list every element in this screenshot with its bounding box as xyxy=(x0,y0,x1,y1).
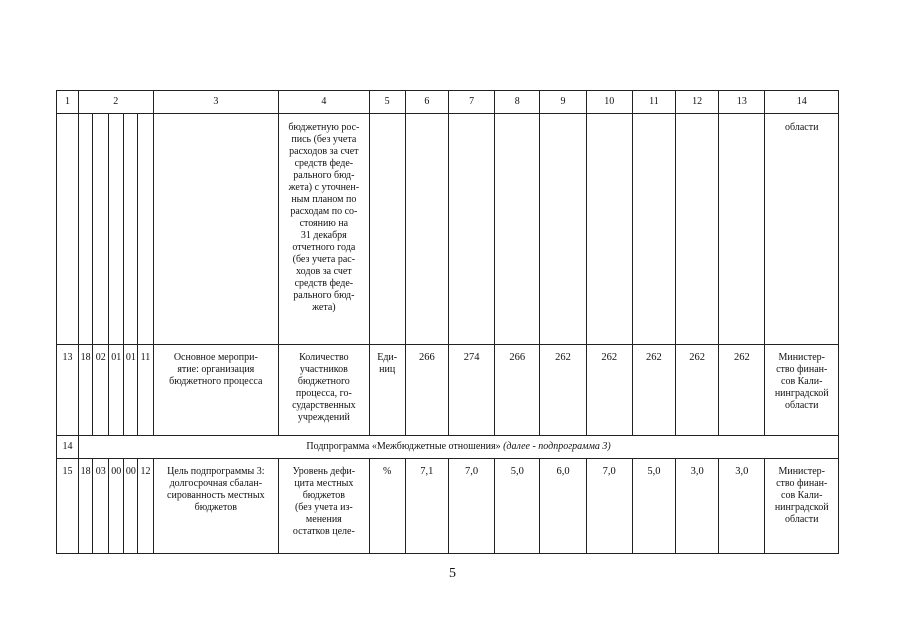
cell-empty xyxy=(676,114,719,345)
cell-empty xyxy=(138,114,153,345)
code-cell: 11 xyxy=(138,345,153,436)
header-col-8: 8 xyxy=(495,91,540,114)
header-col-4: 4 xyxy=(279,91,369,114)
header-col-10: 10 xyxy=(586,91,632,114)
cell-empty xyxy=(369,114,405,345)
code-cell: 02 xyxy=(93,345,109,436)
value-cell: 262 xyxy=(586,345,632,436)
subprogram-title xyxy=(79,436,839,459)
value-cell: 266 xyxy=(405,345,448,436)
value-cell: 3,0 xyxy=(676,459,719,554)
value-cell: 274 xyxy=(448,345,494,436)
indicator-name xyxy=(279,459,369,554)
responsible-continuation: области xyxy=(765,114,839,345)
unit-cell xyxy=(369,345,405,436)
table-row xyxy=(57,459,839,554)
unit-cell: % xyxy=(369,459,405,554)
responsible-text: Министер- ство финан- сов Кали- нинградской области xyxy=(774,466,829,525)
value-cell: 262 xyxy=(540,345,586,436)
value-cell: 262 xyxy=(676,345,719,436)
activity-name-text: Основное меропри- ятие: организация бюджетного процесса xyxy=(169,352,263,387)
cell-empty xyxy=(109,114,124,345)
cell-empty xyxy=(586,114,632,345)
value-cell: 7,0 xyxy=(586,459,632,554)
value-cell: 5,0 xyxy=(495,459,540,554)
page-number: 5 xyxy=(449,566,456,581)
row-number: 14 xyxy=(57,436,79,459)
indicator-name-text: Уровень дефи- цита местных бюджетов (без учета из- менения остатков целе- xyxy=(292,466,356,537)
code-cell: 18 xyxy=(79,345,93,436)
header-col-1: 1 xyxy=(57,91,79,114)
cell-empty xyxy=(405,114,448,345)
cell-empty xyxy=(495,114,540,345)
responsible-text: Министер- ство финан- сов Кали- нинградской области xyxy=(774,352,829,411)
code-cell: 00 xyxy=(109,459,124,554)
header-col-13: 13 xyxy=(719,91,765,114)
cell-empty xyxy=(719,114,765,345)
cell-empty xyxy=(448,114,494,345)
value-cell: 262 xyxy=(632,345,675,436)
table-row xyxy=(57,114,839,345)
cell-empty xyxy=(632,114,675,345)
header-col-3: 3 xyxy=(153,91,279,114)
code-cell: 18 xyxy=(79,459,93,554)
header-col-7: 7 xyxy=(448,91,494,114)
cell-empty xyxy=(57,114,79,345)
row-number: 15 xyxy=(57,459,79,554)
value-cell: 3,0 xyxy=(719,459,765,554)
unit-text: Еди- ниц xyxy=(377,352,398,375)
cell-empty xyxy=(79,114,93,345)
value-cell: 6,0 xyxy=(540,459,586,554)
cell-empty xyxy=(124,114,138,345)
value-cell: 266 xyxy=(495,345,540,436)
header-col-2: 2 xyxy=(79,91,153,114)
subprogram-title-note: (далее - подпрограмма 3) xyxy=(503,441,611,452)
activity-name xyxy=(153,459,279,554)
cell-empty xyxy=(153,114,279,345)
value-cell: 262 xyxy=(719,345,765,436)
table-row xyxy=(57,345,839,436)
indicator-name xyxy=(279,345,369,436)
indicator-continuation-text: бюджетную рос- пись (без учета расходов за счет средств феде- рального бюд- жета) с уточнен- ным планом по расходам по со- стоянию на 31 декабря отчетного года (без учета рас- ходов за счет средств феде- рального бюд- жета) xyxy=(288,122,360,313)
code-cell: 00 xyxy=(124,459,138,554)
activity-name xyxy=(153,345,279,436)
header-col-6: 6 xyxy=(405,91,448,114)
cell-empty xyxy=(93,114,109,345)
value-cell: 7,0 xyxy=(448,459,494,554)
header-col-9: 9 xyxy=(540,91,586,114)
code-cell: 12 xyxy=(138,459,153,554)
header-col-12: 12 xyxy=(676,91,719,114)
responsible-cell xyxy=(765,345,839,436)
header-col-14: 14 xyxy=(765,91,839,114)
row-number: 13 xyxy=(57,345,79,436)
header-row xyxy=(57,91,839,114)
activity-name-text: Цель подпрограммы 3: долгосрочная сбалан- сированность местных бюджетов xyxy=(167,466,265,513)
value-cell: 5,0 xyxy=(632,459,675,554)
responsible-cell xyxy=(765,459,839,554)
code-cell: 03 xyxy=(93,459,109,554)
subprogram-row xyxy=(57,436,839,459)
cell-empty xyxy=(540,114,586,345)
indicator-continuation xyxy=(279,114,369,345)
code-cell: 01 xyxy=(124,345,138,436)
indicators-table xyxy=(56,90,839,554)
subprogram-title-text: Подпрограмма «Межбюджетные отношения» xyxy=(306,441,504,452)
value-cell: 7,1 xyxy=(405,459,448,554)
header-col-5: 5 xyxy=(369,91,405,114)
code-cell: 01 xyxy=(109,345,124,436)
header-col-11: 11 xyxy=(632,91,675,114)
indicator-name-text: Количество участников бюджетного процесса, го- сударственных учреждений xyxy=(292,352,356,423)
